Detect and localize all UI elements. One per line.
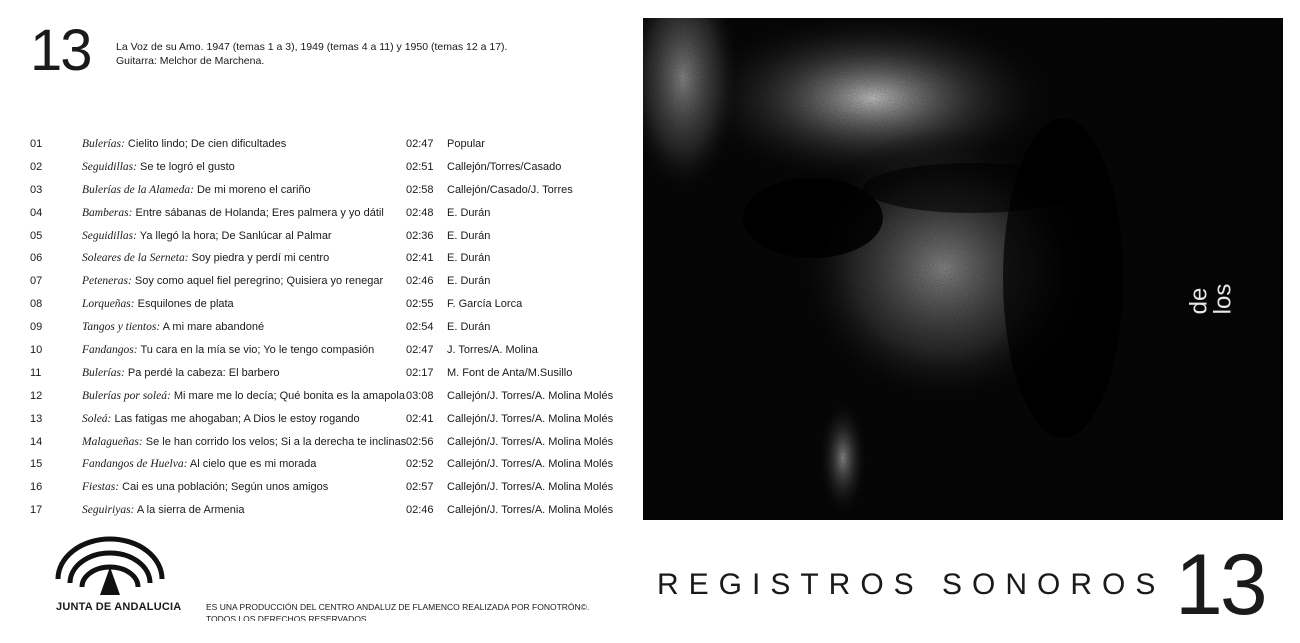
track-row <box>30 434 630 457</box>
track-row <box>30 250 630 273</box>
track-style: Bulerías: <box>82 138 125 150</box>
track-author: E. Durán <box>447 206 491 219</box>
track-number: 10 <box>30 344 43 357</box>
track-number: 04 <box>30 206 43 219</box>
track-number: 17 <box>30 504 43 517</box>
track-duration: 02:41 <box>406 412 434 425</box>
logo-caption: JUNTA DE ANDALUCIA <box>56 601 182 613</box>
track-style: Bamberas: <box>82 206 133 219</box>
track-duration: 02:17 <box>406 366 434 379</box>
track-duration: 02:58 <box>406 183 434 196</box>
track-song-names: Ya llegó la hora; De Sanlúcar al Palmar <box>136 229 332 242</box>
portrait-image <box>643 18 1283 520</box>
track-song-names: Soy como aquel fiel peregrino; Quisiera yo renegar <box>131 275 384 288</box>
track-style: Fandangos de Huelva: <box>82 458 188 471</box>
track-row <box>30 456 630 479</box>
track-duration: 02:52 <box>406 458 434 471</box>
track-style: Fandangos: <box>82 344 138 357</box>
track-song-names: Mi mare me lo decía; Qué bonita es la amapola <box>170 389 405 402</box>
track-row <box>30 411 630 434</box>
track-author: Callejón/J. Torres/A. Molina Molés <box>447 389 614 402</box>
track-style: Bulerías por soleá: <box>82 389 171 402</box>
track-style: Seguidillas: <box>82 229 137 242</box>
track-author: Callejón/J. Torres/A. Molina Molés <box>447 458 614 471</box>
track-song-names: Soy piedra y perdí mi centro <box>188 252 330 265</box>
track-number: 03 <box>30 183 43 196</box>
cover-photo <box>643 18 1283 520</box>
track-title <box>82 479 328 495</box>
track-title <box>82 388 405 404</box>
track-author: E. Durán <box>447 229 491 242</box>
track-duration: 02:46 <box>406 275 434 288</box>
track-duration: 02:51 <box>406 160 434 173</box>
track-style: Seguiriyas: <box>82 504 135 517</box>
track-row <box>30 205 630 228</box>
track-duration: 03:08 <box>406 389 434 402</box>
track-author: Callejón/J. Torres/A. Molina Molés <box>447 435 614 448</box>
track-row <box>30 296 630 319</box>
track-song-names: Entre sábanas de Holanda; Eres palmera y yo dátil <box>132 206 384 219</box>
track-song-names: Cai es una población; Según unos amigos <box>119 481 329 494</box>
track-title <box>82 250 329 266</box>
track-row <box>30 479 630 502</box>
photo-overlay-text <box>1187 284 1235 315</box>
series-title: REGISTROS SONOROS <box>657 568 1166 601</box>
track-row <box>30 319 630 342</box>
track-duration: 02:41 <box>406 252 434 265</box>
volume-number-top: 13 <box>30 18 91 83</box>
track-author: J. Torres/A. Molina <box>447 344 538 357</box>
track-author: Callejón/Torres/Casado <box>447 160 562 173</box>
track-duration: 02:55 <box>406 298 434 311</box>
track-row <box>30 159 630 182</box>
production-credit-line: ES UNA PRODUCCIÓN DEL CENTRO ANDALUZ DE FLAMENCO REALIZADA POR FONOTRÓN©. <box>206 602 590 612</box>
track-number: 08 <box>30 298 43 311</box>
track-author: Popular <box>447 138 485 150</box>
track-song-names: Tu cara en la mía se vio; Yo le tengo compasión <box>137 344 375 357</box>
photo-overlay-line: de <box>1185 287 1213 315</box>
track-author: M. Font de Anta/M.Susillo <box>447 366 573 379</box>
track-author: E. Durán <box>447 252 491 265</box>
track-title <box>82 434 406 450</box>
track-duration: 02:57 <box>406 481 434 494</box>
track-title <box>82 273 383 289</box>
guitar-credit-line: Guitarra: Melchor de Marchena. <box>116 55 265 67</box>
track-style: Bulerías: <box>82 366 125 379</box>
track-number: 01 <box>30 138 43 150</box>
track-style: Soleares de la Serneta: <box>82 252 189 265</box>
track-style: Bulerías de la Alameda: <box>82 183 194 196</box>
track-row <box>30 502 630 525</box>
track-number: 07 <box>30 275 43 288</box>
track-number: 02 <box>30 160 43 173</box>
track-style: Seguidillas: <box>82 160 137 173</box>
track-title <box>82 136 286 152</box>
track-row <box>30 273 630 296</box>
track-number: 13 <box>30 412 43 425</box>
track-duration: 02:47 <box>406 344 434 357</box>
track-number: 06 <box>30 252 43 265</box>
track-title <box>82 205 384 221</box>
track-song-names: Las fatigas me ahogaban; A Dios le estoy rogando <box>111 412 360 425</box>
track-title <box>82 411 360 427</box>
track-row <box>30 365 630 388</box>
track-number: 14 <box>30 435 43 448</box>
track-row <box>30 342 630 365</box>
track-title <box>82 502 244 518</box>
track-number: 12 <box>30 389 43 402</box>
track-title <box>82 228 332 244</box>
track-author: E. Durán <box>447 275 491 288</box>
track-style: Peteneras: <box>82 275 132 288</box>
track-number: 05 <box>30 229 43 242</box>
track-song-names: Pa perdé la cabeza: El barbero <box>124 366 280 379</box>
track-row <box>30 388 630 411</box>
track-number: 15 <box>30 458 43 471</box>
recording-info <box>116 40 507 68</box>
track-song-names: Se te logró el gusto <box>136 160 235 173</box>
track-author: Callejón/J. Torres/A. Molina Molés <box>447 412 614 425</box>
track-style: Tangos y tientos: <box>82 321 161 334</box>
track-author: E. Durán <box>447 321 491 334</box>
track-style: Malagueñas: <box>82 435 143 448</box>
track-song-names: Se le han corrido los velos; Si a la derecha te inclinas <box>142 435 407 448</box>
track-title <box>82 342 374 358</box>
track-title <box>82 182 311 198</box>
track-song-names: De mi moreno el cariño <box>193 183 311 196</box>
rights-line: TODOS LOS DERECHOS RESERVADOS. <box>206 614 369 621</box>
track-author: F. García Lorca <box>447 298 523 311</box>
track-row <box>30 136 630 159</box>
track-author: Callejón/J. Torres/A. Molina Molés <box>447 481 614 494</box>
track-song-names: Esquilones de plata <box>134 298 234 311</box>
track-style: Lorqueñas: <box>82 298 135 311</box>
track-title <box>82 365 280 381</box>
track-song-names: Cielito lindo; De cien dificultades <box>124 138 287 150</box>
production-credits <box>206 601 626 621</box>
track-row <box>30 182 630 205</box>
track-number: 11 <box>30 366 42 379</box>
volume-number-bottom: 13 <box>1175 537 1265 633</box>
track-number: 09 <box>30 321 43 334</box>
track-title <box>82 319 264 335</box>
track-song-names: A la sierra de Armenia <box>134 504 245 517</box>
track-song-names: A mi mare abandoné <box>160 321 265 334</box>
track-title <box>82 296 234 312</box>
track-author: Callejón/J. Torres/A. Molina Molés <box>447 504 614 517</box>
track-duration: 02:47 <box>406 138 434 150</box>
photo-overlay-line: los <box>1209 283 1237 315</box>
junta-de-andalucia-logo <box>50 533 170 633</box>
track-title <box>82 159 235 175</box>
recording-info-line: La Voz de su Amo. 1947 (temas 1 a 3), 1949 (temas 4 a 11) y 1950 (temas 12 a 17). <box>116 41 508 53</box>
track-duration: 02:56 <box>406 435 434 448</box>
track-list <box>30 136 630 525</box>
track-style: Fiestas: <box>82 481 120 494</box>
track-duration: 02:46 <box>406 504 434 517</box>
track-author: Callejón/Casado/J. Torres <box>447 183 573 196</box>
track-duration: 02:54 <box>406 321 434 334</box>
track-song-names: Al cielo que es mi morada <box>187 458 317 471</box>
track-title <box>82 456 316 472</box>
track-duration: 02:36 <box>406 229 434 242</box>
track-row <box>30 228 630 251</box>
track-number: 16 <box>30 481 43 494</box>
track-style: Soleá: <box>82 412 112 425</box>
track-duration: 02:48 <box>406 206 434 219</box>
